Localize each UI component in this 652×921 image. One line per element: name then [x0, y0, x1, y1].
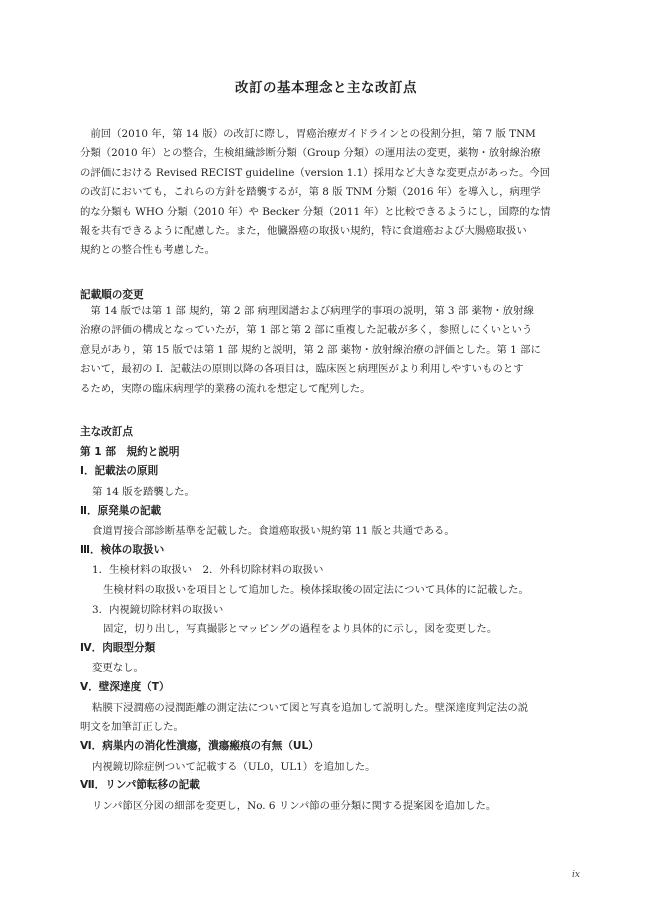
- section-text: 粘膜下浸潤癌の浸潤距離の測定法について図と写真を追加して説明した。壁深達度判定法の説: [92, 702, 529, 714]
- section-heading: Ⅴ．壁深達度（T）: [80, 681, 170, 693]
- page-title: 改訂の基本理念と主な改訂点: [235, 80, 417, 96]
- section-text: リンパ節区分図の細部を変更し，No. 6 リンパ節の亜分類に関する提案図を追加した。: [92, 800, 497, 812]
- subsection-heading: 1．生検材料の取扱い 2．外科切除材料の取扱い: [92, 564, 324, 576]
- section-text: 明文を加筆訂正した。: [80, 721, 184, 733]
- intro-line: 的な分類も WHO 分類（2010 年）や Becker 分類（2011 年）と比較できるようにし，国際的な情: [80, 205, 551, 218]
- order-paragraph: [80, 302, 580, 399]
- main-changes-heading: 主な改訂点: [80, 426, 133, 438]
- part1-heading: 第 1 部 規約と説明: [80, 446, 180, 458]
- intro-line: 分類（2010 年）との整合，生検組織診断分類（Group 分類）の運用法の変更，薬物・放射線治療: [80, 147, 541, 160]
- section-heading: Ⅶ．リンパ節転移の記載: [80, 779, 200, 791]
- section-text: 内視鏡切除症例ついて記載する（UL0，UL1）を追加した。: [92, 761, 376, 773]
- section-heading: Ⅲ．検体の取扱い: [80, 544, 165, 556]
- intro-line: の評価における Revised RECIST guideline（version 1.1）採用など大きな変更点があった。今回: [80, 166, 551, 179]
- subsection-text: 生検材料の取扱いを項目として追加した。検体採取後の固定法について具体的に記載した。: [103, 584, 529, 596]
- section-text: 第 14 版を踏襲した。: [92, 486, 195, 498]
- order-line: 治療の評価の構成となっていたが，第 1 部と第 2 部に重複した記載が多く，参照しにくいという: [80, 324, 533, 337]
- intro-line: 規約との整合性も考慮した。: [80, 244, 216, 257]
- order-line: おいて，最初の I．記載法の原則以降の各項目は，臨床医と病理医がより利用しやすいものとす: [80, 363, 524, 376]
- section-heading: Ⅰ．記載法の原則: [80, 465, 159, 477]
- intro-line: 報を共有できるように配慮した。また，他臓器癌の取扱い規約，特に食道癌および大腸癌取扱い: [80, 225, 527, 238]
- intro-line: の改訂においても，これらの方針を踏襲するが，第 8 版 TNM 分類（2016 年）を導入し，病理学: [80, 186, 541, 199]
- order-line: 意見があり，第 15 版では第 1 部 規約と説明，第 2 部 薬物・放射線治療の評価とした。第 1 部に: [80, 343, 541, 356]
- section-text: 変更なし。: [92, 662, 144, 674]
- subsection-text: 固定，切り出し，写真撮影とマッピングの過程をより具体的に示し，図を変更した。: [103, 623, 498, 635]
- section-heading: Ⅱ．原発巣の記載: [80, 505, 162, 517]
- section-text: 食道胃接合部診断基準を記載した。食道癌取扱い規約第 11 版と共通である。: [92, 525, 455, 537]
- section-heading: Ⅵ．病巣内の消化性潰瘍，潰瘍瘢痕の有無（UL）: [80, 740, 319, 752]
- section-heading: Ⅳ．肉眼型分類: [80, 642, 156, 654]
- intro-line: 前回（2010 年，第 14 版）の改訂に際し，胃癌治療ガイドラインとの役割分担，第 7 版 TNM: [80, 128, 536, 140]
- subsection-heading: 3．内視鏡切除材料の取扱い: [92, 604, 224, 616]
- page-number: ix: [572, 870, 580, 880]
- order-heading: 記載順の変更: [80, 289, 144, 301]
- order-line: るため，実際の臨床病理学的業務の流れを想定して配列した。: [80, 382, 371, 395]
- order-line: 第 14 版では第 1 部 規約，第 2 部 病理図譜および病理学的事項の説明，第 3 部 薬物・放射線: [80, 305, 534, 317]
- intro-paragraph: [80, 125, 580, 261]
